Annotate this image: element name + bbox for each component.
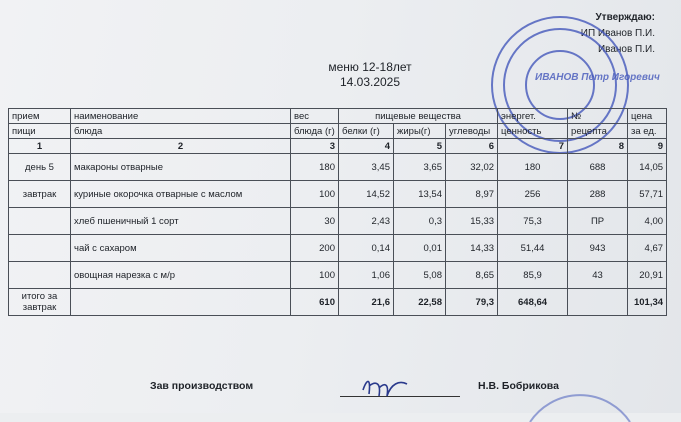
cell-priem bbox=[9, 235, 71, 262]
cell-energy: 180 bbox=[498, 154, 568, 181]
menu-date: 14.03.2025 bbox=[339, 75, 401, 89]
approval-title: Утверждаю: bbox=[595, 12, 655, 23]
cell-fat: 5,08 bbox=[394, 262, 446, 289]
cell-dish: чай с сахаром bbox=[71, 235, 291, 262]
cell-recipe: 688 bbox=[568, 154, 628, 181]
cell-weight: 30 bbox=[291, 208, 339, 235]
header-row-3 bbox=[9, 139, 667, 154]
cell-price: 4,00 bbox=[628, 208, 667, 235]
cell-price: 20,91 bbox=[628, 262, 667, 289]
cell-priem bbox=[9, 208, 71, 235]
th2-c9: за ед. bbox=[628, 124, 667, 139]
total-dish bbox=[71, 289, 291, 316]
th-cena: цена bbox=[628, 109, 667, 124]
total-protein: 21,6 bbox=[339, 289, 394, 316]
th-energet: энергет. bbox=[498, 109, 568, 124]
cell-price: 14,05 bbox=[628, 154, 667, 181]
signature-name: Н.В. Бобрикова bbox=[478, 380, 559, 392]
total-fat: 22,58 bbox=[394, 289, 446, 316]
cell-carbs: 14,33 bbox=[446, 235, 498, 262]
th3-c4: 4 bbox=[339, 139, 394, 154]
table-row bbox=[9, 154, 667, 181]
th2-c4: белки (г) bbox=[339, 124, 394, 139]
cell-recipe: ПР bbox=[568, 208, 628, 235]
th3-c2: 2 bbox=[71, 139, 291, 154]
th-nomer: № bbox=[568, 109, 628, 124]
th3-c1: 1 bbox=[9, 139, 71, 154]
total-energy: 648,64 bbox=[498, 289, 568, 316]
th3-c3: 3 bbox=[291, 139, 339, 154]
table-row bbox=[9, 262, 667, 289]
cell-fat: 0,01 bbox=[394, 235, 446, 262]
header-row-1 bbox=[9, 109, 667, 124]
th-ves: вес bbox=[291, 109, 339, 124]
th2-c1: пищи bbox=[9, 124, 71, 139]
th3-c6: 6 bbox=[446, 139, 498, 154]
cell-recipe: 43 bbox=[568, 262, 628, 289]
cell-energy: 256 bbox=[498, 181, 568, 208]
menu-title-block bbox=[300, 60, 440, 90]
cell-carbs: 32,02 bbox=[446, 154, 498, 181]
cell-dish: овощная нарезка с м/р bbox=[71, 262, 291, 289]
cell-price: 4,67 bbox=[628, 235, 667, 262]
cell-fat: 13,54 bbox=[394, 181, 446, 208]
table-row bbox=[9, 208, 667, 235]
cell-protein: 3,45 bbox=[339, 154, 394, 181]
cell-fat: 3,65 bbox=[394, 154, 446, 181]
table-row bbox=[9, 235, 667, 262]
cell-fat: 0,3 bbox=[394, 208, 446, 235]
th-naimenovanie: наименование bbox=[71, 109, 291, 124]
total-price: 101,34 bbox=[628, 289, 667, 316]
th2-c3: блюда (г) bbox=[291, 124, 339, 139]
cell-energy: 75,3 bbox=[498, 208, 568, 235]
total-recipe bbox=[568, 289, 628, 316]
cell-protein: 1,06 bbox=[339, 262, 394, 289]
cell-priem bbox=[9, 262, 71, 289]
cell-carbs: 15,33 bbox=[446, 208, 498, 235]
th3-c7: 7 bbox=[498, 139, 568, 154]
cell-priem: завтрак bbox=[9, 181, 71, 208]
cell-recipe: 943 bbox=[568, 235, 628, 262]
table-row bbox=[9, 181, 667, 208]
cell-protein: 0,14 bbox=[339, 235, 394, 262]
stamp-text: ИВАНОВ Петр Игоревич bbox=[535, 72, 660, 83]
cell-weight: 100 bbox=[291, 262, 339, 289]
cell-weight: 180 bbox=[291, 154, 339, 181]
cell-protein: 14,52 bbox=[339, 181, 394, 208]
cell-weight: 100 bbox=[291, 181, 339, 208]
th2-c7: ценность bbox=[498, 124, 568, 139]
menu-table bbox=[8, 108, 667, 316]
cell-carbs: 8,65 bbox=[446, 262, 498, 289]
approval-line2: Иванов П.И. bbox=[597, 44, 655, 55]
th2-c2: блюда bbox=[71, 124, 291, 139]
th2-c6: углеводы bbox=[446, 124, 498, 139]
cell-dish: куриные окорочка отварные с маслом bbox=[71, 181, 291, 208]
total-row bbox=[9, 289, 667, 316]
th3-c5: 5 bbox=[394, 139, 446, 154]
approval-line1: ИП Иванов П.И. bbox=[580, 28, 655, 39]
th2-c8: рецепта bbox=[568, 124, 628, 139]
total-label: итого за завтрак bbox=[9, 289, 71, 316]
cell-dish: макароны отварные bbox=[71, 154, 291, 181]
cell-priem: день 5 bbox=[9, 154, 71, 181]
cell-dish: хлеб пшеничный 1 сорт bbox=[71, 208, 291, 235]
cell-price: 57,71 bbox=[628, 181, 667, 208]
th-pishevye: пищевые вещества bbox=[339, 109, 498, 124]
total-weight: 610 bbox=[291, 289, 339, 316]
menu-title: меню 12-18лет bbox=[328, 60, 412, 74]
cell-protein: 2,43 bbox=[339, 208, 394, 235]
th2-c5: жиры(г) bbox=[394, 124, 446, 139]
handwritten-signature bbox=[355, 370, 415, 406]
total-carbs: 79,3 bbox=[446, 289, 498, 316]
cell-energy: 85,9 bbox=[498, 262, 568, 289]
th-priem: прием bbox=[9, 109, 71, 124]
th3-c9: 9 bbox=[628, 139, 667, 154]
cell-energy: 51,44 bbox=[498, 235, 568, 262]
cell-carbs: 8,97 bbox=[446, 181, 498, 208]
th3-c8: 8 bbox=[568, 139, 628, 154]
header-row-2 bbox=[9, 124, 667, 139]
cell-weight: 200 bbox=[291, 235, 339, 262]
signature-role: Зав производством bbox=[150, 380, 254, 392]
bottom-stamp-fragment bbox=[520, 382, 640, 422]
cell-recipe: 288 bbox=[568, 181, 628, 208]
